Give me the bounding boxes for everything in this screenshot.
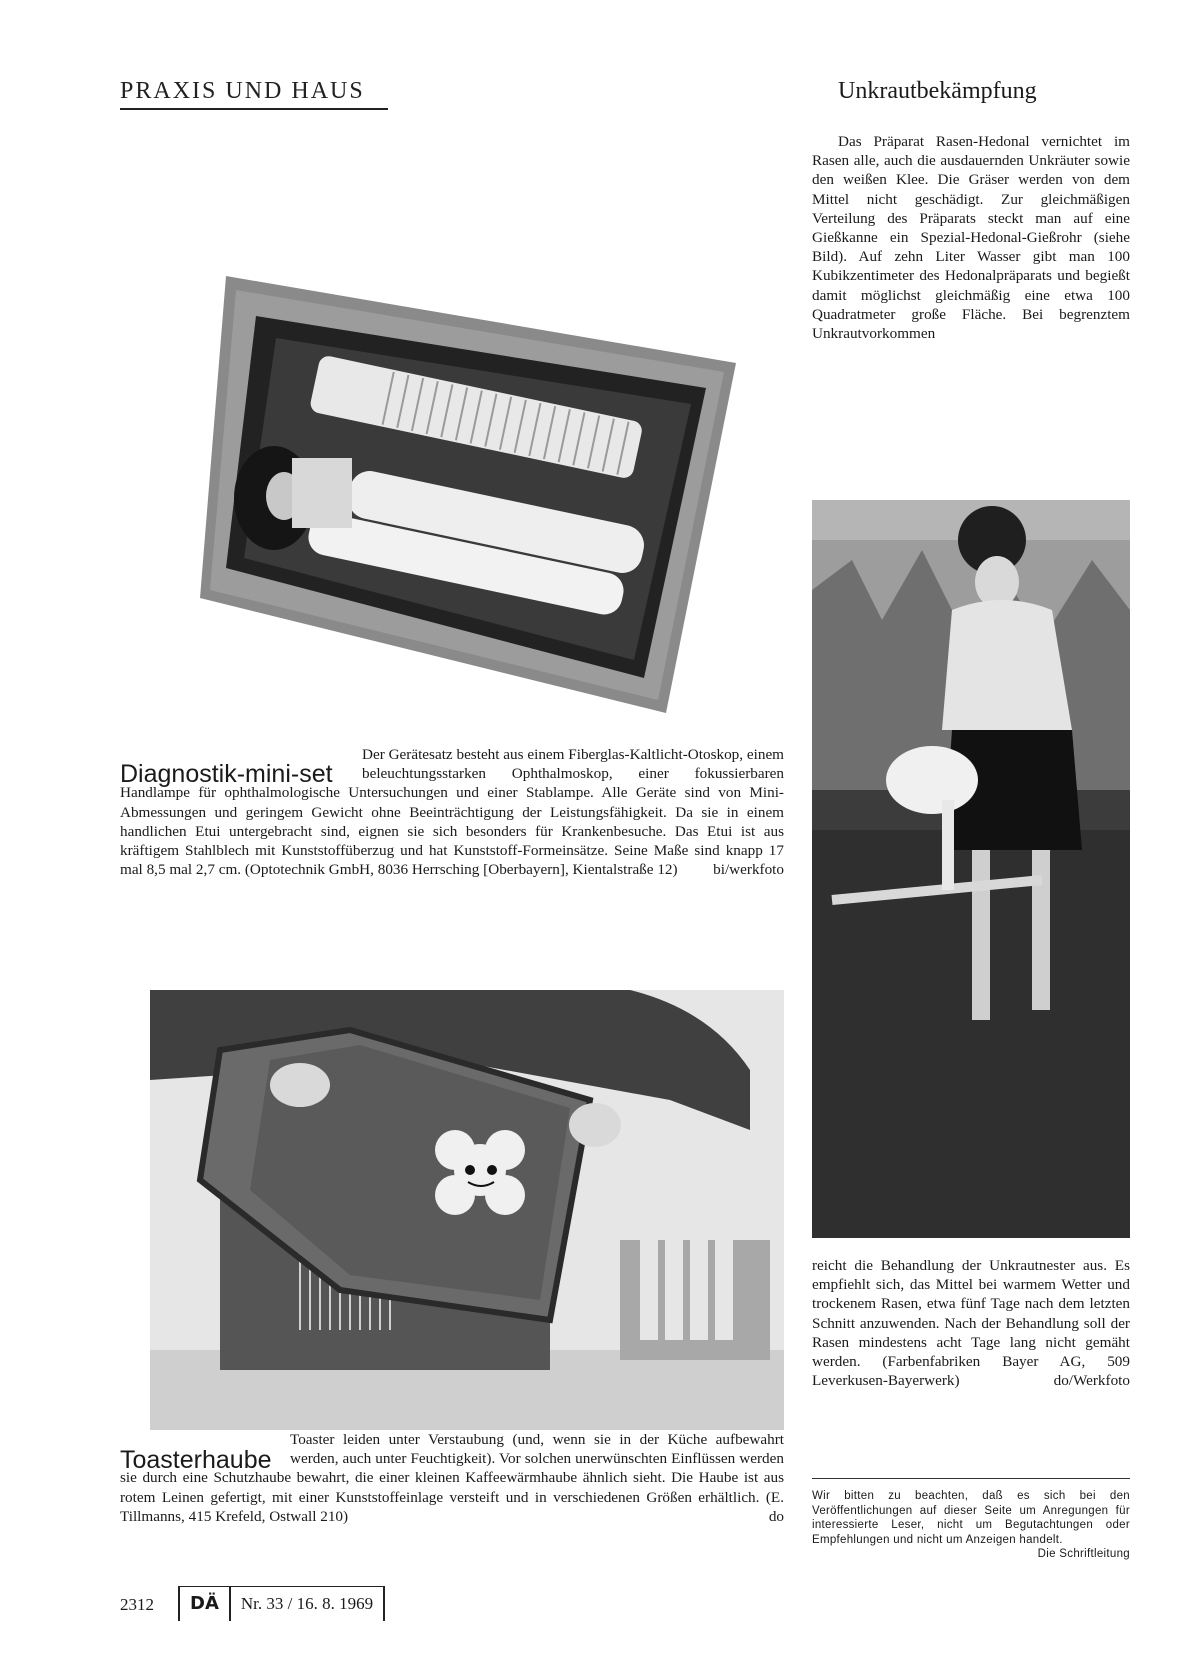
toaster-text (120, 1430, 784, 1526)
disclaimer-signature: Die Schriftleitung (1037, 1548, 1130, 1560)
unkraut-text-top (812, 132, 1130, 343)
unkraut-paragraph-1: Das Präparat Rasen-Hedonal vernichtet im Rasen alle, auch die ausdauernden Unkräuter sowie den weißen Klee. Die Gräser werden von dem Mittel nicht geschädigt. Zur gleichmäßigen Verteilung des Präparats steckt man auf eine Gießkanne ein Spezial-Hedonal-Gießrohr (siehe Bild). Auf zehn Liter Wasser gibt man 100 Kubikzentimeter des Hedonalpräparats und begießt damit möglichst gleichmäßig eine etwa 100 Quadratmeter große Fläche. Bei begrenztem Unkrautvorkommen (812, 133, 1130, 343)
issue-date: Nr. 33 / 16. 8. 1969 (240, 1594, 374, 1613)
toaster-cover-illustration (150, 990, 784, 1430)
toaster-paragraph: Toaster leiden unter Verstaubung (und, wenn sie in der Küche aufbewahrt werden, auch unter Feuchtigkeit). Vor solchen unerwünschten Einflüssen werden sie durch eine Schutzhaube bewahrt, die einer kleinen Kaffeewärmhaube ähnlich sieht. Die Haube ist aus rotem Leinen gefertigt, mit einer Kunststoffeinlage versteift und in verschiedenen Größen erhältlich. (E. Tillmanns, 415 Krefeld, Ostwall 210) (120, 1431, 784, 1525)
diagnostik-text (120, 745, 784, 879)
journal-masthead (178, 1586, 385, 1621)
diagnostik-heading: Diagnostik-mini-set (120, 760, 333, 788)
toaster-heading: Toasterhaube (120, 1446, 272, 1474)
unkraut-credit: do/Werkfoto (1053, 1372, 1130, 1390)
disclaimer-text: Wir bitten zu beachten, daß es sich bei den Veröffentlichungen auf dieser Seite um Anregungen für interessierte Leser, nicht um Begutachtungen oder Empfehlungen und nicht um Anzeigen handelt. (812, 1490, 1130, 1546)
toaster-credit: do (768, 1507, 784, 1525)
diagnostik-credit: bi/werkfoto (713, 861, 784, 879)
heading-spacer (120, 745, 362, 781)
disclaimer-box (812, 1489, 1130, 1562)
journal-logo: DÄ (180, 1587, 231, 1621)
diagnostic-case-illustration (196, 268, 744, 716)
unkraut-photo (812, 500, 1130, 1238)
disclaimer-rule (812, 1478, 1130, 1479)
watering-can-illustration (812, 500, 1130, 1238)
unkraut-heading: Unkrautbekämpfung (838, 78, 1037, 104)
section-label: PRAXIS UND HAUS (120, 78, 365, 104)
toaster-photo (150, 990, 784, 1430)
heading-spacer (120, 1430, 290, 1466)
unkraut-paragraph-2: reicht die Behandlung der Unkrautnester aus. Es empfiehlt sich, das Mittel bei warmem Wetter und trockenem Rasen, etwa fünf Tage nach dem letzten Schnitt anzuwenden. Nach der Behandlung soll der Rasen mindestens acht Tage lang nicht gemäht werden. (Farbenfabriken Bayer AG, 509 Leverkusen-Bayerwerk) (812, 1257, 1130, 1390)
diagnostik-paragraph: Der Gerätesatz besteht aus einem Fiberglas-Kaltlicht-Otoskop, einem beleuchtungsstarken Ophthalmoskop, einer fokussierbaren Handlampe für ophthalmologische Untersuchungen und einer Stablampe. Alle Geräte sind von Mini-Abmessungen und geringem Gewicht ohne Beeinträchtigung der Leistungsfähigkeit. Da sie in einem handlichen Etui untergebracht sind, eignen sie sich besonders für Krankenbesuche. Das Etui ist aus kräftigem Stahlblech mit Kunststoffüberzug und hat Kunststoff-Formeinsätze. Seine Maße sind knapp 17 mal 8,5 mal 2,7 cm. (Optotechnik GmbH, 8036 Herrsching [Oberbayern], Kientalstraße 12) (120, 746, 784, 879)
page-number: 2312 (120, 1595, 154, 1614)
diagnostik-photo (196, 268, 744, 716)
unkraut-text-bottom (812, 1256, 1130, 1390)
section-underline (120, 108, 388, 110)
